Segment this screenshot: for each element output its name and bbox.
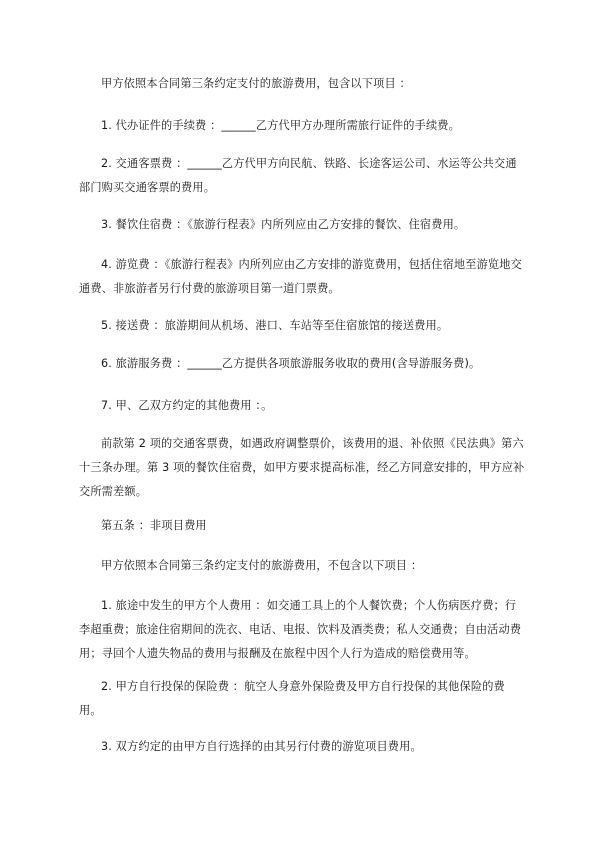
item-4-paragraph: 4. 游览费 ：《旅游行程表》内所列应由乙方安排的游览费用，包括住宿地至游览地交通费、非旅游者另行付费的旅游项目第一道门票费。 <box>79 258 522 295</box>
exclusion-item-3-paragraph: 3. 双方约定的由甲方自行选择的由其另行付费的游览项目费用。 <box>101 740 422 753</box>
item-6-paragraph: 6. 旅游服务费 ：______乙方提供各项旅游服务收取的费用(含导游服务费)。 <box>101 357 481 370</box>
item-7-paragraph: 7. 甲、乙双方约定的其他费用 ：。 <box>101 399 273 412</box>
exclusion-intro-paragraph: 甲方依照本合同第三条约定支付的旅游费用，不包含以下项目 ： <box>101 559 423 572</box>
item-5-paragraph: 5. 接送费 ：旅游期间从机场、港口、车站等至住宿旅馆的接送费用。 <box>101 319 449 332</box>
exclusion-item-1-paragraph: 1. 旅途中发生的甲方个人费用 ：如交通工具上的个人餐饮费；个人伤病医疗费；行李超重费；旅途住宿期间的洗衣、电话、电报、饮料及酒类费；私人交通费；自由活动费用；寻回个人遗失物品的费用与报酬及在旅程中因个人行为造成的赔偿费用等。 <box>79 599 522 660</box>
item-2-paragraph: 2. 交通客票费 ：______乙方代甲方向民航、铁路、长途客运公司、水运等公共交通部门购买交通客票的费用。 <box>79 157 517 194</box>
item-3-paragraph: 3. 餐饮住宿费 ：《旅游行程表》内所列应由乙方安排的餐饮、住宿费用。 <box>101 218 466 231</box>
adjustment-paragraph: 前款第 2 项的交通客票费，如遇政府调整票价，该费用的退、补依照《民法典》第六十三条办理。第 3 项的餐饮住宿费，如甲方要求提高标准，经乙方同意安排的，甲方应补交所需差额。 <box>79 437 525 498</box>
intro-paragraph: 甲方依照本合同第三条约定支付的旅游费用，包含以下项目 ： <box>101 77 411 90</box>
exclusion-item-2-paragraph: 2. 甲方自行投保的保险费 ：航空人身意外保险费及甲方自行投保的其他保险的费用。 <box>79 680 505 717</box>
article-5-heading: 第五条 ：非项目费用 <box>101 519 207 532</box>
item-1-paragraph: 1. 代办证件的手续费 ：______乙方代甲方办理所需旅行证件的手续费。 <box>101 119 460 132</box>
